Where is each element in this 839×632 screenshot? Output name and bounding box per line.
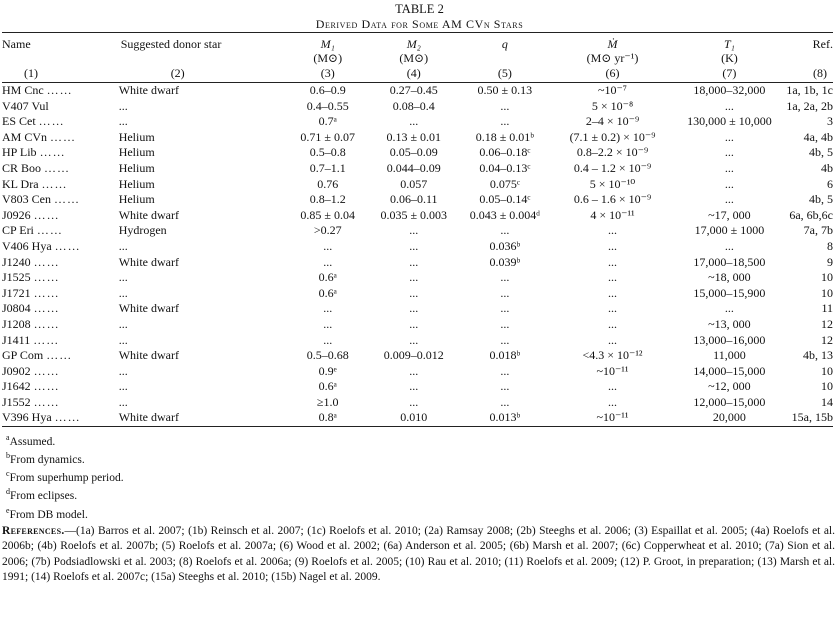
cell-mdot: ... [608, 270, 617, 285]
cell-t1: 13,000–16,000 [693, 332, 766, 347]
star-name: J1721 [2, 285, 31, 300]
star-name: J0902 [2, 363, 31, 378]
cell-m2: ... [409, 394, 419, 409]
cell-donor: Helium [118, 145, 155, 160]
cell-donor: ... [118, 270, 128, 285]
cell-donor: White dwarf [118, 301, 179, 316]
leader-dots: …… [54, 238, 81, 253]
table-row [2, 317, 833, 333]
star-name: V396 Hya [2, 410, 52, 425]
table-row [2, 161, 833, 177]
leader-dots: …… [33, 394, 60, 409]
cell-mdot: (7.1 ± 0.2) × 10⁻⁹ [569, 129, 656, 144]
cell-ref: 12 [821, 316, 833, 331]
cell-m1: ... [323, 332, 333, 347]
cell-t1: ... [724, 176, 734, 191]
cell-mdot: ... [608, 285, 617, 300]
cell-ref: 1a, 2a, 2b [786, 98, 833, 113]
header-m2: M₂ [406, 37, 421, 51]
cell-q: 0.18 ± 0.01ᵇ [475, 129, 534, 144]
colnum-1: (1) [24, 66, 38, 80]
cell-ref: 12 [821, 332, 833, 347]
leader-dots: …… [39, 145, 66, 160]
cell-mdot: ~10⁻¹¹ [596, 363, 629, 378]
note-mark: a [6, 433, 10, 443]
cell-name [2, 270, 119, 286]
cell-t1: ... [724, 238, 734, 253]
cell-mdot: ... [608, 238, 617, 253]
cell-m2: ... [409, 114, 419, 129]
cell-mdot: ... [608, 254, 617, 269]
cell-q: ... [500, 332, 510, 347]
star-name: HP Lib [2, 145, 37, 160]
cell-name [2, 223, 119, 239]
cell-m1: 0.9ᵉ [318, 363, 337, 378]
cell-m1: 0.8ᵃ [285, 410, 370, 426]
leader-dots: …… [33, 270, 60, 285]
cell-m2: ... [409, 316, 419, 331]
table-row [2, 223, 833, 239]
cell-m2: 0.06–0.11 [389, 192, 438, 207]
header-ref: Ref. [786, 33, 833, 53]
cell-m1: 0.6–0.9 [285, 83, 370, 99]
cell-mdot: 4 × 10⁻¹¹ [590, 207, 635, 222]
cell-donor: White dwarf [118, 254, 179, 269]
star-name: J1411 [2, 332, 31, 347]
cell-m2: 0.13 ± 0.01 [386, 129, 442, 144]
cell-ref: 8 [827, 238, 833, 253]
cell-q: 0.075ᶜ [489, 176, 520, 191]
cell-ref: 7a, 7b [803, 223, 833, 238]
cell-m1: >0.27 [313, 223, 342, 238]
cell-t1: ~18, 000 [708, 270, 751, 285]
leader-dots: …… [33, 379, 60, 394]
header-t1: T₁ [724, 37, 735, 51]
unit-m1: (M⊙) [313, 51, 343, 65]
cell-t1: ... [724, 301, 734, 316]
cell-mdot: <4.3 × 10⁻¹² [582, 348, 643, 363]
cell-mdot: 5 × 10⁻⁸ [591, 98, 634, 113]
cell-mdot: 0.4 – 1.2 × 10⁻⁹ [573, 160, 652, 175]
colnum-5: (5) [497, 66, 512, 80]
cell-m2: 0.044–0.09 [386, 160, 441, 175]
cell-m2: ... [409, 223, 419, 238]
references [2, 524, 835, 586]
header-mdot: Ṁ [607, 37, 618, 51]
cell-mdot: ... [608, 301, 617, 316]
references-text: —(1a) Barros et al. 2007; (1b) Reinsch et al. 2007; (1c) Roelofs et al. 2010; (2a) Ramsay 2008; (2b) Steeghs et al. 2006; (3) Espaillat et al. 2005; (4a) Roelofs et al. 2006b; (4b) Roelofs et al. 2007b; (5) Roelofs et al. 2007a; (6) Wood et al. 2002; (6a) Anderson et al. 2005; (6b) Marsh et al. 2007; (6c) Copperwheat et al. 2010; (7a) Sion et al. 2006; (7b) Podsiadlowski et al. 2003; (8) Roelofs et al. 2006a; (9) Roelofs et al. 2005; (10) Rau et al. 2010; (11) Roelofs et al. 2009; (12) P. Groot, in preparation; (13) Marsh et al. 1991; (14) Roelofs et al. 2007c; (15a) Steeghs et al. 2010; (15b) Nagel et al. 2009. [2, 524, 835, 583]
cell-donor: ... [118, 394, 128, 409]
table-row [2, 379, 833, 395]
cell-mdot: ... [608, 394, 617, 409]
cell-name [2, 130, 119, 146]
table-row [2, 208, 833, 224]
leader-dots: …… [33, 363, 60, 378]
cell-donor: White dwarf [119, 410, 285, 426]
cell-t1: 18,000–32,000 [673, 83, 787, 99]
cell-t1: 15,000–15,900 [693, 285, 766, 300]
table-row [2, 255, 833, 271]
cell-mdot: 0.8–2.2 × 10⁻⁹ [576, 145, 649, 160]
cell-q: ... [500, 301, 510, 316]
cell-name [2, 83, 119, 99]
cell-ref: 4b, 13 [803, 348, 833, 363]
cell-ref: 11 [821, 301, 833, 316]
leader-dots: …… [54, 192, 80, 207]
cell-m2: 0.27–0.45 [370, 83, 457, 99]
cell-q: ... [500, 114, 510, 129]
cell-q: 0.013ᵇ [457, 410, 552, 426]
cell-m2: 0.057 [400, 176, 428, 191]
cell-m1: 0.5–0.68 [306, 348, 349, 363]
cell-name [2, 114, 119, 130]
cell-m2: ... [409, 379, 419, 394]
cell-t1: ~17, 000 [708, 207, 751, 222]
cell-m2: 0.05–0.09 [389, 145, 438, 160]
table-title: Derived Data for Some AM CVn Stars [315, 17, 524, 31]
star-name: J1642 [2, 379, 31, 394]
cell-q: 0.04–0.13ᶜ [479, 160, 531, 175]
cell-m2: ... [409, 363, 419, 378]
table-row [2, 301, 833, 317]
cell-ref: 3 [827, 114, 833, 129]
cell-q: ... [500, 363, 510, 378]
cell-t1: ~13, 000 [708, 316, 751, 331]
note-text: From eclipses. [10, 490, 78, 503]
table-row [2, 395, 833, 411]
cell-mdot: 0.6 – 1.6 × 10⁻⁹ [573, 192, 652, 207]
cell-donor: Hydrogen [118, 223, 167, 238]
cell-m1: 0.5–0.8 [309, 145, 346, 160]
cell-q: ... [500, 316, 510, 331]
table-caption [0, 0, 839, 32]
cell-name [2, 177, 119, 193]
note-mark: e [6, 505, 10, 515]
leader-dots: …… [33, 207, 60, 222]
note-mark: d [6, 487, 10, 497]
cell-m1: ... [323, 238, 333, 253]
cell-donor: ... [118, 238, 128, 253]
leader-dots: …… [33, 254, 60, 269]
cell-m2: ... [409, 332, 419, 347]
cell-mdot: ... [608, 379, 617, 394]
cell-name [2, 395, 119, 411]
cell-q: 0.039ᵇ [489, 254, 521, 269]
leader-dots: …… [41, 176, 68, 191]
cell-name [2, 348, 119, 364]
table-row [2, 130, 833, 146]
star-name: V803 Cen [2, 192, 51, 207]
cell-ref: 4b [821, 160, 833, 175]
table-row [2, 114, 833, 130]
cell-q: ... [500, 223, 510, 238]
cell-m1: ≥1.0 [316, 394, 339, 409]
leader-dots: …… [33, 285, 60, 300]
cell-ref: 10 [821, 270, 833, 285]
cell-q: ... [500, 270, 510, 285]
star-name: HM Cnc [2, 83, 44, 97]
cell-ref: 4a, 4b [803, 129, 833, 144]
leader-dots: …… [54, 410, 81, 425]
star-name: J1552 [2, 394, 31, 409]
cell-donor: ... [118, 285, 128, 300]
cell-name [2, 192, 119, 208]
leader-dots: …… [46, 83, 73, 97]
cell-q: ... [500, 285, 510, 300]
cell-donor: ... [118, 114, 128, 129]
cell-mdot: ~10⁻⁷ [552, 83, 672, 99]
cell-m1: 0.6ᵃ [318, 285, 337, 300]
leader-dots: …… [33, 301, 60, 316]
cell-q: ... [500, 98, 510, 113]
star-name: KL Dra [2, 176, 39, 191]
references-label: References. [2, 524, 65, 537]
cell-donor: ... [118, 98, 128, 113]
colnum-4: (4) [406, 66, 421, 80]
cell-q: ... [500, 379, 510, 394]
table-row [2, 333, 833, 349]
cell-ref: 9 [827, 254, 833, 269]
cell-ref: 10 [821, 379, 833, 394]
star-name: J1240 [2, 254, 31, 269]
header-m1: M₁ [320, 37, 335, 51]
cell-t1: ~12, 000 [708, 379, 751, 394]
star-name: AM CVn [2, 129, 48, 144]
cell-t1: 11,000 [713, 348, 746, 363]
cell-m2: ... [409, 270, 419, 285]
cell-mdot: ... [608, 316, 617, 331]
note-item [6, 504, 839, 522]
cell-m1: 0.7ᵃ [318, 114, 337, 129]
star-name: J0804 [2, 301, 31, 316]
table-row [2, 177, 833, 193]
cell-m1: 0.85 ± 0.04 [300, 207, 355, 222]
unit-mdot: (M⊙ yr⁻¹) [586, 51, 639, 65]
star-name: ES Cet [2, 114, 36, 129]
cell-t1: ... [724, 98, 734, 113]
header-name: Name [2, 33, 119, 53]
header-q: q [501, 37, 508, 51]
note-text: Assumed. [9, 435, 56, 448]
star-name: J1525 [2, 270, 31, 285]
cell-mdot: 5 × 10⁻¹⁰ [589, 176, 636, 191]
cell-mdot: ... [608, 223, 617, 238]
unit-t1: (K) [721, 51, 738, 65]
cell-donor: White dwarf [119, 83, 285, 99]
cell-m2: ... [409, 285, 419, 300]
cell-name [2, 161, 119, 177]
cell-m1: ... [323, 316, 333, 331]
leader-dots: …… [44, 160, 71, 175]
note-text: From superhump period. [9, 472, 124, 485]
star-name: J0926 [2, 207, 31, 222]
cell-t1: ... [724, 129, 734, 144]
cell-ref: 4b, 5 [809, 145, 833, 160]
cell-name [2, 379, 119, 395]
cell-q: 0.05–0.14ᶜ [479, 192, 531, 207]
cell-ref: 10 [821, 363, 833, 378]
table-row [2, 270, 833, 286]
cell-q: ... [500, 394, 510, 409]
cell-m2: ... [409, 301, 419, 316]
cell-ref: 1a, 1b, 1c [786, 83, 833, 97]
cell-t1: ... [724, 160, 734, 175]
cell-ref: 10 [821, 285, 833, 300]
note-text: From DB model. [9, 508, 88, 521]
cell-q: 0.50 ± 0.13 [457, 83, 552, 99]
cell-m2: 0.08–0.4 [392, 98, 435, 113]
cell-t1: ... [724, 145, 734, 160]
cell-m2: 0.009–0.012 [383, 348, 444, 363]
table-number: TABLE 2 [395, 2, 444, 16]
leader-dots: …… [36, 223, 63, 238]
cell-name [2, 239, 119, 255]
header-donor: Suggested donor star [119, 33, 285, 53]
note-item [6, 449, 839, 467]
cell-q: 0.06–0.18ᶜ [479, 145, 531, 160]
table-row [2, 286, 833, 302]
cell-donor: Helium [118, 192, 155, 207]
cell-m1: 0.6ᵃ [318, 270, 337, 285]
table-row [2, 348, 833, 364]
leader-dots: …… [46, 348, 73, 363]
cell-mdot: ... [608, 332, 617, 347]
note-mark: b [6, 451, 10, 461]
cell-m1: ... [323, 301, 333, 316]
table-row [2, 192, 833, 208]
cell-ref: 6a, 6b,6c [789, 207, 833, 222]
cell-t1: ... [724, 192, 734, 207]
star-name: V406 Hya [2, 238, 52, 253]
cell-ref: 14 [821, 394, 833, 409]
cell-m1: 0.6ᵃ [318, 379, 337, 394]
cell-name [2, 410, 119, 426]
table-notes [6, 431, 839, 522]
cell-m1: ... [323, 254, 333, 269]
colnum-2: (2) [170, 66, 185, 80]
star-name: CR Boo [2, 160, 42, 175]
cell-m2: ... [409, 238, 419, 253]
note-item [6, 467, 839, 485]
colnum-7: (7) [722, 66, 737, 80]
cell-m1: 0.4–0.55 [306, 98, 349, 113]
cell-m1: 0.71 ± 0.07 [300, 129, 355, 144]
cell-name [2, 255, 119, 271]
cell-donor: ... [118, 379, 128, 394]
star-name: J1208 [2, 316, 31, 331]
cell-name [2, 364, 119, 380]
cell-m2: 0.010 [370, 410, 457, 426]
cell-donor: Helium [118, 176, 155, 191]
table-row [2, 410, 833, 426]
unit-m2: (M⊙) [399, 51, 429, 65]
table-body [2, 83, 833, 427]
cell-m2: ... [409, 254, 419, 269]
star-name: CP Eri [2, 223, 34, 238]
cell-t1: 14,000–15,000 [693, 363, 766, 378]
cell-name [2, 301, 119, 317]
leader-dots: …… [33, 316, 60, 331]
cell-name [2, 317, 119, 333]
colnum-6: (6) [605, 66, 620, 80]
leader-dots: …… [33, 332, 60, 347]
note-item [6, 431, 839, 449]
cell-m1: 0.76 [317, 176, 339, 191]
leader-dots: …… [50, 129, 77, 144]
note-item [6, 485, 839, 503]
cell-t1: 130,000 ± 10,000 [687, 114, 772, 129]
cell-q: 0.018ᵇ [489, 348, 521, 363]
cell-name [2, 99, 119, 115]
cell-mdot: 2–4 × 10⁻⁹ [585, 114, 640, 129]
cell-donor: White dwarf [118, 207, 179, 222]
cell-name [2, 208, 119, 224]
cell-m1: 0.7–1.1 [309, 160, 346, 175]
derived-data-table [2, 32, 833, 427]
leader-dots: …… [38, 114, 65, 129]
table-row [2, 145, 833, 161]
cell-donor: ... [118, 332, 128, 347]
note-text: From dynamics. [10, 454, 85, 467]
colnum-8: (8) [813, 66, 827, 80]
cell-donor: Helium [118, 129, 155, 144]
cell-q: 0.043 ± 0.004ᵈ [469, 207, 541, 222]
cell-t1: 17,000 ± 1000 [694, 223, 765, 238]
cell-donor: ... [118, 316, 128, 331]
cell-name [2, 286, 119, 302]
table-row [2, 83, 833, 99]
cell-ref: 4b, 5 [809, 192, 833, 207]
cell-donor: ... [118, 363, 128, 378]
cell-name [2, 145, 119, 161]
colnum-3: (3) [320, 66, 335, 80]
table-row [2, 239, 833, 255]
cell-t1: 20,000 [673, 410, 787, 426]
note-mark: c [6, 469, 10, 479]
cell-mdot: ~10⁻¹¹ [552, 410, 672, 426]
cell-m2: 0.035 ± 0.003 [380, 207, 448, 222]
table-row [2, 364, 833, 380]
star-name: V407 Vul [2, 98, 49, 113]
cell-ref: 6 [827, 176, 833, 191]
cell-name [2, 333, 119, 349]
cell-donor: Helium [118, 160, 155, 175]
cell-t1: 17,000–18,500 [693, 254, 766, 269]
cell-donor: White dwarf [118, 348, 179, 363]
table-row [2, 99, 833, 115]
cell-q: 0.036ᵇ [489, 238, 521, 253]
star-name: GP Com [2, 348, 44, 363]
cell-m1: 0.8–1.2 [309, 192, 346, 207]
cell-ref: 15a, 15b [786, 410, 833, 426]
cell-t1: 12,000–15,000 [693, 394, 766, 409]
